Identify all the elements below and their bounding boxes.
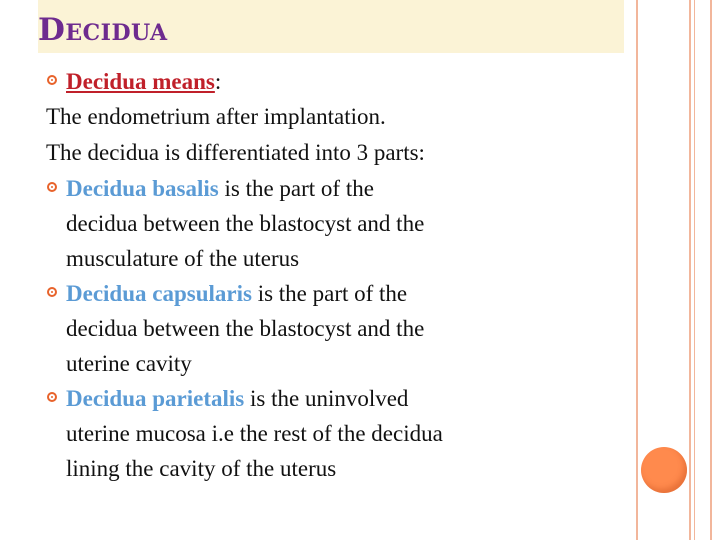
decorative-rule [689,0,691,540]
definition-text: decidua between the blastocyst and the [66,211,425,236]
decorative-rule [636,0,638,540]
definition-text: lining the cavity of the uterus [66,456,337,481]
definition-text: is the part of the [251,281,408,306]
text-line: The endometrium after implantation. [46,104,386,129]
term-suffix: : [214,69,222,94]
decorative-rule [694,0,695,540]
definition-text: uterine cavity [66,351,192,376]
definition-text: decidua between the blastocyst and the [66,316,425,341]
term-decidua-basalis: Decidua basalis [66,176,219,201]
term-decidua-capsularis: Decidua capsularis [66,281,252,306]
text-line: The decidua is differentiated into 3 parts: [46,140,425,165]
bullet-decidua-basalis [46,171,626,276]
bullet-icon [47,392,57,402]
bullet-decidua-parietalis [46,381,626,486]
definition-text: is the part of the [218,176,374,201]
definition-text: uterine mucosa i.e the rest of the decidua [66,421,443,446]
bullet-icon [47,182,57,192]
definition-text: is the uninvolved [244,386,409,411]
bullet-decidua-means [46,64,626,99]
bullet-icon [47,287,57,297]
term-decidua-means: Decidua means [66,69,215,94]
slide-body [46,64,626,486]
bullet-icon [47,75,57,85]
decorative-circle [641,447,687,493]
slide-title: Decidua [38,12,168,48]
bullet-decidua-capsularis [46,276,626,381]
decorative-rule [710,0,712,540]
definition-text: musculature of the uterus [66,246,300,271]
term-decidua-parietalis: Decidua parietalis [66,386,245,411]
